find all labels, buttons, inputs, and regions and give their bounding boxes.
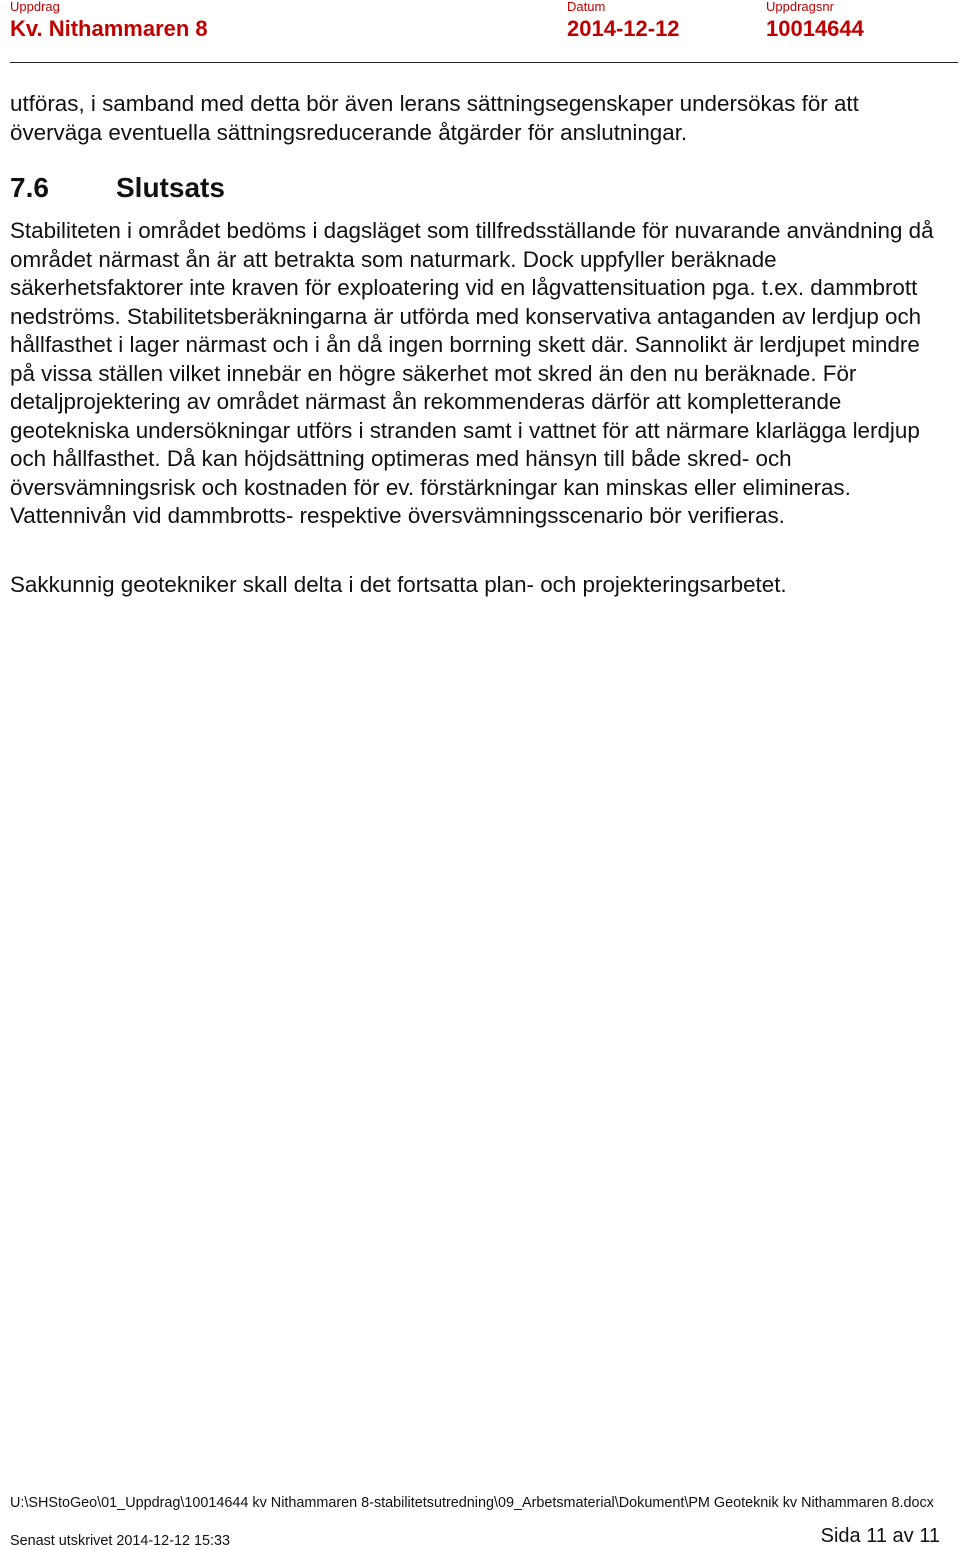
assignment-label: Uppdrag (10, 0, 60, 14)
section-body-2 (10, 571, 945, 600)
section-heading (10, 170, 225, 206)
section-title: Slutsats (116, 172, 225, 203)
section-number: 7.6 (10, 172, 49, 203)
expert-paragraph: Sakkunnig geotekniker skall delta i det fortsatta plan- och projekteringsarbetet. (10, 572, 787, 597)
section-body (10, 217, 945, 531)
conclusion-paragraph: Stabiliteten i området bedöms i dagsläget som tillfredsställande för nuvarande användning då området närmast ån är att betrakta som naturmark. Dock uppfyller beräknade säkerhetsfaktorer inte kraven för exploatering vid en lågvattensituation pga. t.ex. dammbrott nedströms. Stabilitetsberäkningarna är utförda med konservativa antaganden av lerdjup och hållfasthet i lager närmast och i ån då ingen borrning skett där. Sannolikt är lerdjupet mindre på vissa ställen vilket innebär en högre säkerhet mot skred än den nu beräknade. För detaljprojektering av området närmast ån rekommenderas därför att kompletterande geotekniska undersökningar utförs i stranden samt i vattnet för att närmare klarlägga lerdjup och hållfasthet. Då kan höjdsättning optimeras med hänsyn till både skred- och översvämningsrisk och kostnaden för ev. förstärkningar kan minskas eller elimineras. Vattennivån vid dammbrotts- respektive översvämningsscenario bör verifieras. (10, 218, 934, 528)
assignment-value: Kv. Nithammaren 8 (10, 16, 208, 41)
intro-paragraph: utföras, i samband med detta bör även lerans sättningsegenskaper undersökas för att överväga eventuella sättningsreducerande åtgärder för anslutningar. (10, 91, 859, 145)
footer-file-path: U:\SHStoGeo\01_Uppdrag\10014644 kv Nithammaren 8-stabilitetsutredning\09_Arbetsmaterial\Dokument\PM Geoteknik kv Nithammaren 8.docx (10, 1495, 934, 1511)
assignment-number-value: 10014644 (766, 16, 864, 41)
page-number: Sida 11 av 11 (820, 1525, 940, 1547)
header-divider (10, 62, 958, 63)
date-label: Datum (567, 0, 606, 14)
assignment-number-label: Uppdragsnr (766, 0, 834, 14)
footer-last-printed: Senast utskrivet 2014-12-12 15:33 (10, 1533, 230, 1549)
date-value: 2014-12-12 (567, 16, 680, 41)
intro-block (10, 90, 945, 147)
